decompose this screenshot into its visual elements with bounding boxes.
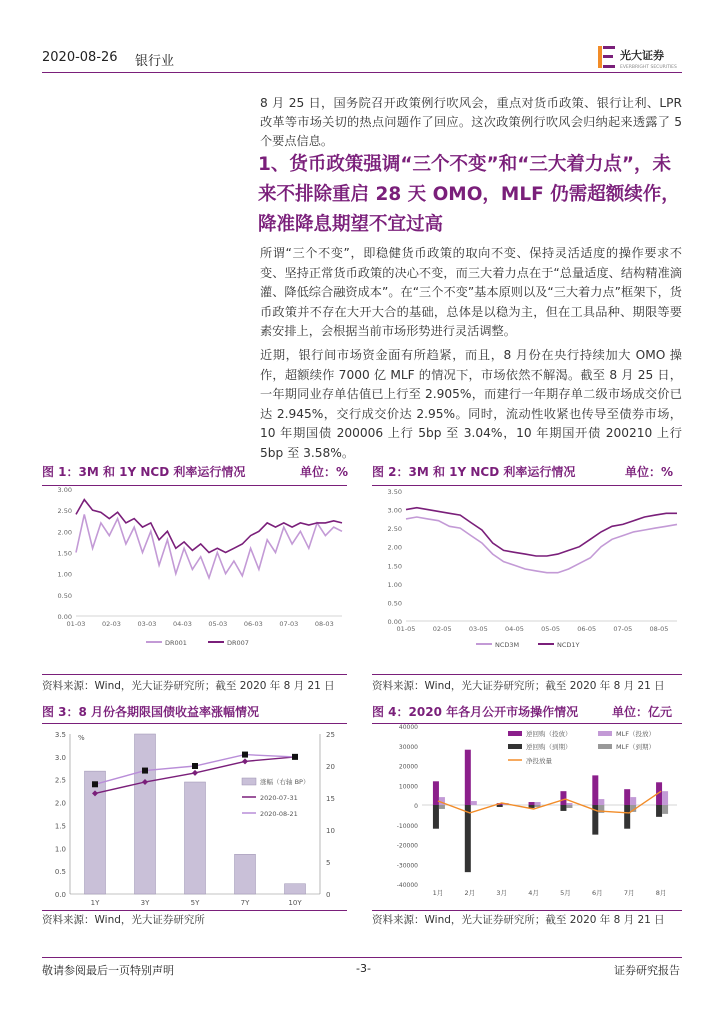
y-left-unit: % [78, 734, 85, 742]
y-tick-label: 40000 [398, 724, 418, 731]
legend-label: MLF（投放） [616, 730, 655, 738]
bar-5月 [560, 791, 566, 805]
y-tick-label: 2.50 [57, 507, 72, 516]
x-tick-label: 03-05 [468, 625, 488, 633]
y-tick-label: -10000 [396, 822, 418, 830]
y-tick-label: -20000 [396, 842, 418, 850]
legend-label: DR007 [227, 639, 249, 647]
section-headline: 1、货币政策强调“三个不变”和“三大着力点”，未来不排除重启 28 天 OMO，MLF 仍需超额续作，降准降息期望不宜过高 [258, 154, 680, 235]
y-tick-label: 1.00 [387, 580, 402, 589]
diamond-marker [192, 770, 198, 776]
y-tick-label: 0.50 [387, 599, 402, 608]
body-paragraph-2: 近期，银行间市场资金面有所趋紧，而且，8 月份在央行持续加大 OMO 操作，超额续作 7000 亿 MLF 的情况下，市场依然不解渴。截至 8 月 25 日，一年期同业存单估值已上行至 2.905%，而建行一年期存单二级市场成交价已达 2.945%，交行成交价达 2.95%。同时，流动性收紧也传导至债券市场，10 年期国债 200006 上行 5bp 至 3.04%，10 年期国开债 200210 上行 5bp 至 3.58%。 [260, 348, 682, 460]
y-left-tick-label: 0.0 [54, 891, 66, 899]
figure-1-chart [42, 486, 347, 652]
bar-8月 [656, 805, 662, 817]
bar-6月 [592, 775, 598, 805]
y-tick-label: 3.00 [57, 486, 72, 494]
figure-2-source: 资料来源：Wind，光大证券研究所；截至 2020 年 8 月 21 日 [372, 680, 665, 692]
figure-2-unit: 单位：% [625, 465, 674, 479]
legend-label: 2020-08-21 [260, 810, 298, 818]
bar-5y [185, 782, 206, 894]
x-tick-label: 06-03 [243, 620, 263, 628]
x-tick-label: 1月 [432, 889, 444, 897]
x-tick-label: 6月 [591, 889, 603, 897]
bar-7月 [624, 805, 630, 829]
legend-swatch [508, 744, 522, 749]
x-tick-label: 7Y [240, 899, 250, 907]
body-paragraph-1: 所谓“三个不变”，即稳健货币政策的取向不变、保持灵活适度的操作要求不变、坚持正常货币政策的决心不变，而三大着力点在于“总量适度、结构精准滴灌、降低综合融资成本”。在“三个不变”基本原则以及“三大着力点”框架下，货币政策并不存在大开大合的基础，总体是以稳为主，但在工具品种、期限等要素安排上，会根据当前市场形势进行灵活调整。 [260, 246, 682, 338]
figure-4-unit: 单位：亿元 [612, 705, 673, 719]
figure-3-bottom-rule [42, 910, 347, 911]
y-left-tick-label: 2.5 [54, 776, 66, 785]
x-tick-label: 04-03 [172, 620, 192, 628]
x-tick-label: 7月 [623, 889, 635, 897]
legend-label: 涨幅（右轴 BP） [260, 778, 310, 786]
figure-3-chart [42, 724, 347, 908]
legend-swatch [508, 731, 522, 736]
bar-3月 [497, 805, 503, 807]
legend-swatch [242, 778, 256, 785]
legend-label: 2020-07-31 [260, 794, 298, 802]
bar-2月 [471, 801, 477, 805]
figure-2-chart [372, 486, 682, 652]
y-left-tick-label: 2.0 [54, 799, 66, 808]
square-marker [92, 781, 98, 787]
x-tick-label: 3月 [496, 889, 508, 897]
x-tick-label: 06-05 [577, 625, 597, 633]
figure-2-bottom-rule [372, 674, 682, 675]
x-tick-label: 04-05 [504, 625, 524, 633]
legend-swatch [598, 744, 612, 749]
bar-5月 [560, 805, 566, 811]
x-tick-label: 07-03 [279, 620, 299, 628]
y-right-tick-label: 0 [326, 891, 331, 899]
y-tick-label: 1.00 [57, 570, 72, 579]
footer-disclaimer: 敬请参阅最后一页特别声明 [42, 964, 174, 977]
y-tick-label: 0 [414, 803, 418, 810]
y-tick-label: 2.00 [57, 528, 72, 537]
square-marker [192, 763, 198, 769]
x-tick-label: 08-03 [314, 620, 334, 628]
logo-en: EVERBRIGHT SECURITIES [620, 65, 677, 70]
legend-label: NCD3M [495, 641, 520, 649]
y-left-tick-label: 3.5 [54, 731, 66, 739]
header-divider [42, 72, 682, 73]
y-left-tick-label: 0.5 [54, 868, 66, 877]
report-date: 2020-08-26 [42, 50, 118, 65]
company-logo [598, 44, 688, 72]
page-number: -3- [356, 962, 371, 975]
square-marker [142, 768, 148, 774]
bar-1月 [439, 805, 445, 809]
x-tick-label: 4月 [528, 889, 539, 897]
figure-1-title: 图 1：3M 和 1Y NCD 利率运行情况 [42, 465, 246, 479]
y-right-tick-label: 15 [326, 795, 335, 803]
legend-label: DR001 [165, 639, 187, 647]
x-tick-label: 5Y [190, 899, 200, 907]
bar-2月 [465, 805, 471, 872]
y-tick-label: -30000 [396, 862, 418, 870]
y-right-tick-label: 10 [326, 827, 335, 835]
x-tick-label: 3Y [140, 899, 150, 907]
y-tick-label: 0.50 [57, 591, 72, 600]
x-tick-label: 08-05 [649, 625, 669, 633]
diamond-marker [242, 758, 248, 764]
legend-label: MLF（到期） [616, 743, 655, 751]
bar-8月 [662, 805, 668, 814]
series-line-dr007 [76, 500, 342, 553]
y-left-tick-label: 3.0 [54, 753, 66, 762]
figure-3-title: 图 3：8 月份各期限国债收益率涨幅情况 [42, 705, 260, 719]
y-tick-label: 2.50 [387, 525, 402, 534]
legend-swatch [598, 731, 612, 736]
legend-label: 逆回购（投放） [526, 730, 572, 738]
bar-1y [85, 771, 106, 894]
report-sector: 银行业 [135, 54, 175, 69]
figure-2-title: 图 2：3M 和 1Y NCD 利率运行情况 [372, 465, 576, 479]
y-right-tick-label: 20 [326, 763, 335, 771]
x-tick-label: 8月 [655, 889, 667, 897]
bar-7y [235, 854, 256, 894]
y-tick-label: 0.00 [387, 618, 402, 626]
figure-3-source: 资料来源：Wind，光大证券研究所 [42, 914, 205, 926]
x-tick-label: 05-03 [208, 620, 228, 628]
logo-bar-icon [598, 46, 602, 68]
y-tick-label: 1.50 [57, 549, 72, 558]
x-tick-label: 05-05 [541, 625, 560, 633]
bar-5月 [566, 805, 572, 808]
bar-3y [135, 734, 156, 894]
bar-7月 [630, 797, 636, 805]
legend-label: 净投放量 [526, 757, 552, 765]
y-tick-label: 2.00 [387, 543, 402, 552]
x-tick-label: 07-05 [613, 625, 633, 633]
bar-1月 [433, 805, 439, 829]
figure-1-bottom-rule [42, 674, 347, 675]
intro-paragraph: 8 月 25 日，国务院召开政策例行吹风会，重点对货币政策、银行让利、LPR 改革等市场关切的热点问题作了回应。这次政策例行吹风会归纳起来透露了 5 个要点信息。 [260, 96, 682, 148]
footer-divider [42, 957, 682, 958]
figure-4-chart [372, 724, 682, 908]
y-tick-label: 0.00 [57, 613, 72, 621]
x-tick-label: 01-03 [66, 620, 86, 628]
bar-8月 [662, 791, 668, 805]
x-tick-label: 10Y [288, 899, 302, 907]
logo-cn: 光大证券 [620, 49, 664, 62]
y-tick-label: 20000 [398, 763, 418, 771]
figure-1-unit: 单位：% [300, 465, 349, 479]
y-tick-label: 3.00 [387, 506, 402, 515]
legend-label: 逆回购（到期） [526, 743, 572, 751]
bar-4月 [529, 802, 535, 805]
figure-4-source: 资料来源：Wind，光大证券研究所；截至 2020 年 8 月 21 日 [372, 914, 665, 926]
figure-4-bottom-rule [372, 910, 682, 911]
y-right-tick-label: 5 [326, 859, 331, 867]
footer-report-type: 证券研究报告 [614, 964, 680, 977]
figure-1-source: 资料来源：Wind，光大证券研究所；截至 2020 年 8 月 21 日 [42, 680, 335, 692]
y-tick-label: -40000 [396, 882, 418, 889]
x-tick-label: 2月 [464, 889, 476, 897]
y-right-tick-label: 25 [326, 731, 335, 739]
x-tick-label: 03-03 [137, 620, 157, 628]
bar-7月 [624, 789, 630, 805]
legend-label: NCD1Y [557, 641, 580, 649]
x-tick-label: 02-05 [432, 625, 452, 633]
y-left-tick-label: 1.5 [54, 822, 66, 831]
bar-2月 [465, 750, 471, 805]
bar-4月 [535, 802, 541, 805]
y-tick-label: 10000 [398, 783, 418, 791]
bar-10y [285, 884, 306, 894]
square-marker [242, 752, 248, 758]
series-line-ncd3m [406, 517, 677, 573]
y-tick-label: 3.50 [387, 488, 402, 496]
x-tick-label: 02-03 [102, 620, 121, 628]
bar-5月 [566, 803, 572, 805]
figure-4-title: 图 4：2020 年各月公开市场操作情况 [372, 705, 579, 719]
x-tick-label: 01-05 [396, 625, 416, 633]
x-tick-label: 5月 [560, 889, 571, 897]
y-tick-label: 1.50 [387, 562, 402, 571]
y-tick-label: 30000 [398, 743, 418, 751]
y-left-tick-label: 1.0 [54, 845, 66, 854]
x-tick-label: 1Y [90, 899, 100, 907]
square-marker [292, 754, 298, 760]
bar-6月 [598, 799, 604, 805]
